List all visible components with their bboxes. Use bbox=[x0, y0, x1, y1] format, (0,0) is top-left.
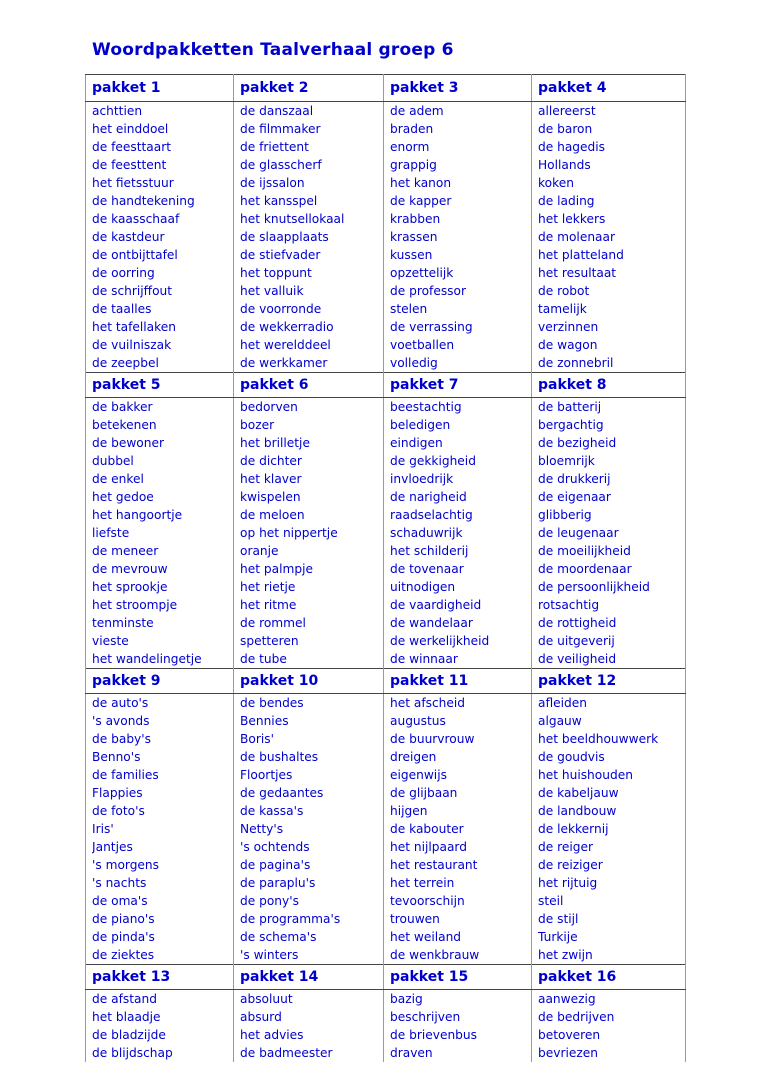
word-item: Flappies bbox=[92, 786, 143, 800]
word-package-table bbox=[85, 74, 686, 1062]
word-list-cell bbox=[384, 398, 532, 669]
word-item: de veiligheid bbox=[538, 652, 617, 666]
package-words-row bbox=[86, 694, 686, 965]
word-item: steil bbox=[538, 894, 564, 908]
word-item: de baron bbox=[538, 122, 593, 136]
word-item: de families bbox=[92, 768, 159, 782]
word-item: tenminste bbox=[92, 616, 154, 630]
word-item: tevoorschijn bbox=[390, 894, 465, 908]
word-item: 's winters bbox=[240, 948, 299, 962]
word-item: het wandelingetje bbox=[92, 652, 202, 666]
word-item: de vuilniszak bbox=[92, 338, 172, 352]
word-item: de batterij bbox=[538, 400, 602, 414]
word-item: het ritme bbox=[240, 598, 297, 612]
word-item: krassen bbox=[390, 230, 438, 244]
word-item: bedorven bbox=[240, 400, 298, 414]
word-item: het toppunt bbox=[240, 266, 312, 280]
word-item: het resultaat bbox=[538, 266, 617, 280]
package-words-row bbox=[86, 102, 686, 373]
word-item: de voorronde bbox=[240, 302, 322, 316]
package-header: pakket 9 bbox=[86, 669, 234, 694]
package-header: pakket 13 bbox=[86, 965, 234, 990]
word-item: de hagedis bbox=[538, 140, 606, 154]
word-list-cell bbox=[532, 102, 686, 373]
word-item: hijgen bbox=[390, 804, 428, 818]
word-item: de zeepbel bbox=[92, 356, 159, 370]
word-item: de auto's bbox=[92, 696, 149, 710]
word-item: Hollands bbox=[538, 158, 591, 172]
word-item: het afscheid bbox=[390, 696, 466, 710]
word-item: het palmpje bbox=[240, 562, 313, 576]
word-item: het einddoel bbox=[92, 122, 169, 136]
word-item: de bladzijde bbox=[92, 1028, 166, 1042]
word-item: betekenen bbox=[92, 418, 157, 432]
word-item: de enkel bbox=[92, 472, 144, 486]
word-item: spetteren bbox=[240, 634, 299, 648]
package-words-row bbox=[86, 990, 686, 1063]
word-item: beschrijven bbox=[390, 1010, 461, 1024]
word-item: de oma's bbox=[92, 894, 148, 908]
word-item: absoluut bbox=[240, 992, 293, 1006]
word-item: de feesttent bbox=[92, 158, 167, 172]
word-list-cell bbox=[234, 102, 384, 373]
word-item: het restaurant bbox=[390, 858, 478, 872]
word-item: voetballen bbox=[390, 338, 455, 352]
word-item: Iris' bbox=[92, 822, 114, 836]
word-item: de wenkbrauw bbox=[390, 948, 480, 962]
package-header: pakket 3 bbox=[384, 75, 532, 102]
package-header-row bbox=[86, 75, 686, 102]
word-item: aanwezig bbox=[538, 992, 596, 1006]
word-item: bazig bbox=[390, 992, 423, 1006]
word-item: de programma's bbox=[240, 912, 341, 926]
word-item: de bakker bbox=[92, 400, 153, 414]
word-item: de verrassing bbox=[390, 320, 473, 334]
word-list-cell bbox=[532, 990, 686, 1063]
package-words-row bbox=[86, 398, 686, 669]
word-list-cell bbox=[86, 102, 234, 373]
package-header: pakket 10 bbox=[234, 669, 384, 694]
word-item: beledigen bbox=[390, 418, 451, 432]
package-header: pakket 11 bbox=[384, 669, 532, 694]
word-list-cell bbox=[384, 990, 532, 1063]
word-item: het zwijn bbox=[538, 948, 593, 962]
package-header: pakket 12 bbox=[532, 669, 686, 694]
word-item: de bushaltes bbox=[240, 750, 319, 764]
word-list-cell bbox=[234, 398, 384, 669]
word-item: rotsachtig bbox=[538, 598, 600, 612]
word-item: het stroompje bbox=[92, 598, 178, 612]
word-item: de lading bbox=[538, 194, 595, 208]
word-item: de slaapplaats bbox=[240, 230, 329, 244]
word-item: het platteland bbox=[538, 248, 624, 262]
word-item: het hangoortje bbox=[92, 508, 183, 522]
word-item: 's avonds bbox=[92, 714, 150, 728]
package-header: pakket 5 bbox=[86, 373, 234, 398]
word-item: de ziektes bbox=[92, 948, 155, 962]
word-item: de rottigheid bbox=[538, 616, 617, 630]
word-item: het nijlpaard bbox=[390, 840, 467, 854]
package-header-row bbox=[86, 373, 686, 398]
word-list-cell bbox=[384, 694, 532, 965]
word-item: kwispelen bbox=[240, 490, 301, 504]
word-item: de feesttaart bbox=[92, 140, 172, 154]
word-item: de eigenaar bbox=[538, 490, 611, 504]
word-item: dreigen bbox=[390, 750, 437, 764]
word-item: het terrein bbox=[390, 876, 455, 890]
word-item: dubbel bbox=[92, 454, 134, 468]
word-item: absurd bbox=[240, 1010, 282, 1024]
word-item: de pagina's bbox=[240, 858, 311, 872]
word-item: achttien bbox=[92, 104, 143, 118]
package-header-row bbox=[86, 965, 686, 990]
word-item: de glasscherf bbox=[240, 158, 322, 172]
word-item: de zonnebril bbox=[538, 356, 614, 370]
word-item: grappig bbox=[390, 158, 437, 172]
word-list-cell bbox=[86, 398, 234, 669]
word-item: het advies bbox=[240, 1028, 304, 1042]
word-item: het weiland bbox=[390, 930, 462, 944]
word-item: invloedrijk bbox=[390, 472, 454, 486]
word-item: de handtekening bbox=[92, 194, 195, 208]
word-item: de ijssalon bbox=[240, 176, 305, 190]
word-list-cell bbox=[234, 990, 384, 1063]
package-header: pakket 8 bbox=[532, 373, 686, 398]
word-item: de schema's bbox=[240, 930, 317, 944]
word-item: de vaardigheid bbox=[390, 598, 482, 612]
word-item: de friettent bbox=[240, 140, 309, 154]
word-item: de uitgeverij bbox=[538, 634, 615, 648]
word-item: afleiden bbox=[538, 696, 587, 710]
word-item: de werkelijkheid bbox=[390, 634, 490, 648]
word-item: trouwen bbox=[390, 912, 440, 926]
word-item: bergachtig bbox=[538, 418, 604, 432]
word-item: het valluik bbox=[240, 284, 304, 298]
word-item: de foto's bbox=[92, 804, 145, 818]
word-item: het beeldhouwwerk bbox=[538, 732, 659, 746]
word-item: het rijtuig bbox=[538, 876, 598, 890]
word-item: Turkije bbox=[538, 930, 578, 944]
word-item: het fietsstuur bbox=[92, 176, 174, 190]
word-item: de reiger bbox=[538, 840, 593, 854]
word-item: bloemrijk bbox=[538, 454, 595, 468]
word-item: de oorring bbox=[92, 266, 155, 280]
word-item: stelen bbox=[390, 302, 428, 316]
word-item: augustus bbox=[390, 714, 446, 728]
word-item: het blaadje bbox=[92, 1010, 161, 1024]
word-item: Bennies bbox=[240, 714, 289, 728]
word-item: de wekkerradio bbox=[240, 320, 334, 334]
package-header: pakket 1 bbox=[86, 75, 234, 102]
word-item: de narigheid bbox=[390, 490, 467, 504]
word-item: kussen bbox=[390, 248, 433, 262]
word-item: braden bbox=[390, 122, 434, 136]
word-item: 's nachts bbox=[92, 876, 147, 890]
word-item: het rietje bbox=[240, 580, 296, 594]
word-item: vieste bbox=[92, 634, 129, 648]
word-item: de tovenaar bbox=[390, 562, 464, 576]
word-item: raadselachtig bbox=[390, 508, 473, 522]
word-list-cell bbox=[384, 102, 532, 373]
word-item: de lekkernij bbox=[538, 822, 609, 836]
package-header: pakket 14 bbox=[234, 965, 384, 990]
word-item: de professor bbox=[390, 284, 466, 298]
word-item: het kanon bbox=[390, 176, 452, 190]
package-header-row bbox=[86, 669, 686, 694]
word-item: bozer bbox=[240, 418, 275, 432]
word-item: krabben bbox=[390, 212, 441, 226]
package-header: pakket 7 bbox=[384, 373, 532, 398]
word-item: Jantjes bbox=[92, 840, 133, 854]
word-item: de tube bbox=[240, 652, 287, 666]
word-list-cell bbox=[86, 990, 234, 1063]
word-item: de mevrouw bbox=[92, 562, 168, 576]
word-item: de goudvis bbox=[538, 750, 605, 764]
document-title: Woordpakketten Taalverhaal groep 6 bbox=[92, 40, 454, 60]
word-item: volledig bbox=[390, 356, 438, 370]
word-item: de kastdeur bbox=[92, 230, 165, 244]
word-item: het huishouden bbox=[538, 768, 633, 782]
word-item: de rommel bbox=[240, 616, 306, 630]
word-item: de winnaar bbox=[390, 652, 458, 666]
word-item: de drukkerij bbox=[538, 472, 611, 486]
package-header: pakket 16 bbox=[532, 965, 686, 990]
word-item: de wagon bbox=[538, 338, 598, 352]
word-item: schaduwrijk bbox=[390, 526, 463, 540]
word-item: de meneer bbox=[92, 544, 159, 558]
word-list-cell bbox=[86, 694, 234, 965]
word-item: de buurvrouw bbox=[390, 732, 475, 746]
word-item: het klaver bbox=[240, 472, 302, 486]
package-header: pakket 2 bbox=[234, 75, 384, 102]
word-item: het brilletje bbox=[240, 436, 310, 450]
word-item: de persoonlijkheid bbox=[538, 580, 650, 594]
word-item: het tafellaken bbox=[92, 320, 176, 334]
word-item: Benno's bbox=[92, 750, 141, 764]
word-item: de glijbaan bbox=[390, 786, 458, 800]
word-item: tamelijk bbox=[538, 302, 587, 316]
word-item: de molenaar bbox=[538, 230, 615, 244]
word-item: de bedrijven bbox=[538, 1010, 615, 1024]
word-item: oranje bbox=[240, 544, 279, 558]
word-list-cell bbox=[532, 694, 686, 965]
word-item: Boris' bbox=[240, 732, 274, 746]
package-header: pakket 4 bbox=[532, 75, 686, 102]
word-item: het schilderij bbox=[390, 544, 469, 558]
word-item: de gekkigheid bbox=[390, 454, 476, 468]
word-item: de kaasschaaf bbox=[92, 212, 180, 226]
word-item: draven bbox=[390, 1046, 433, 1060]
word-item: de moeilijkheid bbox=[538, 544, 631, 558]
word-item: liefste bbox=[92, 526, 130, 540]
word-item: de blijdschap bbox=[92, 1046, 173, 1060]
word-item: de piano's bbox=[92, 912, 155, 926]
word-item: de dichter bbox=[240, 454, 302, 468]
word-item: de moordenaar bbox=[538, 562, 632, 576]
word-item: het kansspel bbox=[240, 194, 318, 208]
word-item: algauw bbox=[538, 714, 582, 728]
word-item: de kassa's bbox=[240, 804, 304, 818]
word-item: de badmeester bbox=[240, 1046, 333, 1060]
word-item: koken bbox=[538, 176, 574, 190]
word-item: de bezigheid bbox=[538, 436, 617, 450]
word-item: enorm bbox=[390, 140, 430, 154]
word-item: Netty's bbox=[240, 822, 284, 836]
word-item: de bewoner bbox=[92, 436, 165, 450]
word-item: de wandelaar bbox=[390, 616, 473, 630]
word-item: de adem bbox=[390, 104, 444, 118]
word-list-cell bbox=[532, 398, 686, 669]
word-item: de robot bbox=[538, 284, 590, 298]
word-item: de kabeljauw bbox=[538, 786, 619, 800]
word-item: de brievenbus bbox=[390, 1028, 477, 1042]
word-item: 's ochtends bbox=[240, 840, 310, 854]
word-item: het lekkers bbox=[538, 212, 606, 226]
package-header: pakket 15 bbox=[384, 965, 532, 990]
word-item: de landbouw bbox=[538, 804, 617, 818]
word-item: eigenwijs bbox=[390, 768, 447, 782]
word-item: de leugenaar bbox=[538, 526, 619, 540]
word-item: de kapper bbox=[390, 194, 452, 208]
word-item: het sprookje bbox=[92, 580, 168, 594]
word-item: de meloen bbox=[240, 508, 305, 522]
word-item: verzinnen bbox=[538, 320, 599, 334]
word-item: beestachtig bbox=[390, 400, 462, 414]
word-item: op het nippertje bbox=[240, 526, 338, 540]
word-item: de baby's bbox=[92, 732, 151, 746]
word-item: de stijl bbox=[538, 912, 579, 926]
word-item: de kabouter bbox=[390, 822, 464, 836]
word-item: de reiziger bbox=[538, 858, 603, 872]
word-item: allereerst bbox=[538, 104, 596, 118]
word-item: de pinda's bbox=[92, 930, 155, 944]
word-item: het werelddeel bbox=[240, 338, 331, 352]
package-header: pakket 6 bbox=[234, 373, 384, 398]
word-item: Floortjes bbox=[240, 768, 293, 782]
word-item: het gedoe bbox=[92, 490, 154, 504]
word-item: bevriezen bbox=[538, 1046, 598, 1060]
word-item: het knutsellokaal bbox=[240, 212, 345, 226]
word-list-cell bbox=[234, 694, 384, 965]
word-item: de taalles bbox=[92, 302, 152, 316]
word-item: 's morgens bbox=[92, 858, 160, 872]
word-item: de gedaantes bbox=[240, 786, 324, 800]
word-item: de pony's bbox=[240, 894, 299, 908]
word-item: de afstand bbox=[92, 992, 157, 1006]
word-item: de ontbijttafel bbox=[92, 248, 178, 262]
word-item: eindigen bbox=[390, 436, 443, 450]
word-item: uitnodigen bbox=[390, 580, 456, 594]
word-item: glibberig bbox=[538, 508, 592, 522]
word-item: opzettelijk bbox=[390, 266, 454, 280]
word-item: de danszaal bbox=[240, 104, 314, 118]
word-item: de bendes bbox=[240, 696, 304, 710]
word-item: betoveren bbox=[538, 1028, 601, 1042]
word-item: de filmmaker bbox=[240, 122, 321, 136]
word-item: de werkkamer bbox=[240, 356, 328, 370]
word-item: de stiefvader bbox=[240, 248, 321, 262]
word-item: de paraplu's bbox=[240, 876, 316, 890]
word-item: de schrijffout bbox=[92, 284, 173, 298]
